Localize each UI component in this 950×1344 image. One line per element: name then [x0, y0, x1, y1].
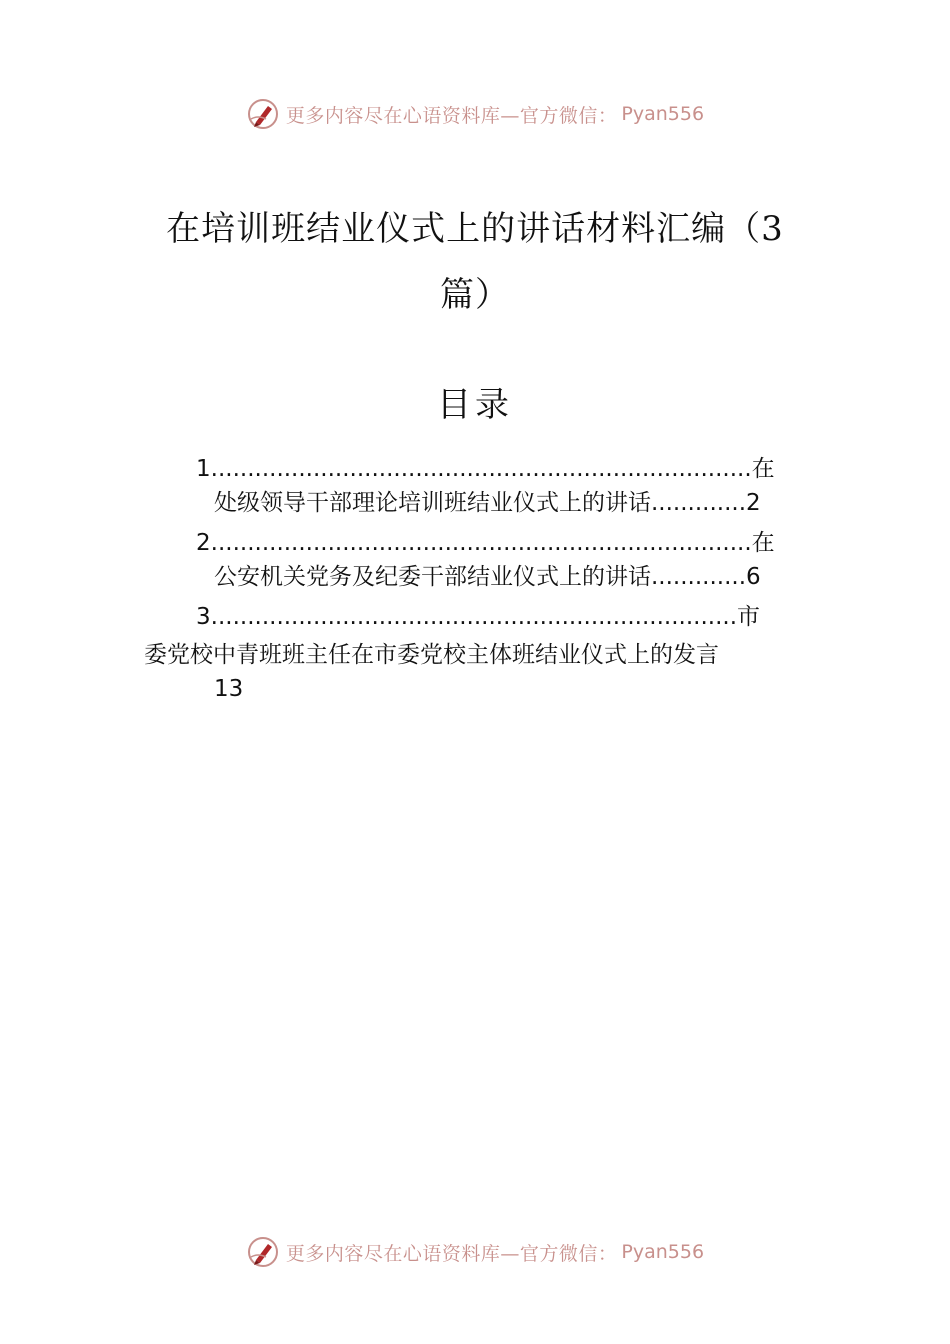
toc-entry-number: 2 [196, 530, 211, 556]
toc-entry-title: 处级领导干部理论培训班结业仪式上的讲话 [214, 490, 651, 516]
toc-entry-3-line-3[interactable] [214, 672, 414, 706]
toc-entry-title-start: 在 [751, 530, 775, 556]
toc-entry-number: 3 [196, 604, 211, 630]
header-watermark [0, 94, 950, 134]
toc-entry-2-line-2[interactable] [214, 560, 824, 594]
toc-leader-dots: .......................................................................... [210, 530, 752, 556]
toc-entry-3-line-2[interactable] [144, 638, 824, 672]
footer-watermark [0, 1232, 950, 1272]
toc-page-leader: ............. [651, 564, 747, 590]
toc-leader-dots: ........................................................................ [210, 604, 738, 630]
title-line-2: 篇） [440, 275, 510, 315]
document-title [140, 196, 810, 328]
toc-entry-2-line-1[interactable] [196, 526, 826, 560]
toc-entry-page: 2 [746, 490, 761, 516]
toc-entry-title: 公安机关党务及纪委干部结业仪式上的讲话 [214, 564, 651, 590]
toc-entry-page: 6 [746, 564, 761, 590]
toc-entry-page: 13 [214, 676, 244, 702]
pen-logo-icon [246, 97, 280, 131]
pen-logo-icon [246, 1235, 280, 1269]
watermark-text: 更多内容尽在心语资料库—官方微信： [285, 1242, 618, 1265]
toc-leader-dots: .......................................................................... [210, 456, 752, 482]
toc-page-leader: ............. [651, 490, 747, 516]
toc-entry-1-line-2[interactable] [214, 486, 824, 520]
toc-entry-title: 委党校中青班班主任在市委党校主体班结业仪式上的发言 [144, 642, 719, 668]
watermark-text: 更多内容尽在心语资料库—官方微信： [285, 104, 618, 127]
toc-entry-number: 1 [196, 456, 211, 482]
watermark-handle: Pyan556 [621, 1241, 705, 1263]
toc-entry-1-line-1[interactable] [196, 452, 826, 486]
title-line-1: 在培训班结业仪式上的讲话材料汇编（3 [166, 209, 784, 249]
toc-entry-title-start: 市 [737, 604, 761, 630]
toc-entry-3-line-1[interactable] [196, 600, 814, 634]
toc-heading: 目录 [437, 385, 513, 425]
toc-entry-title-start: 在 [751, 456, 775, 482]
watermark-handle: Pyan556 [621, 103, 705, 125]
